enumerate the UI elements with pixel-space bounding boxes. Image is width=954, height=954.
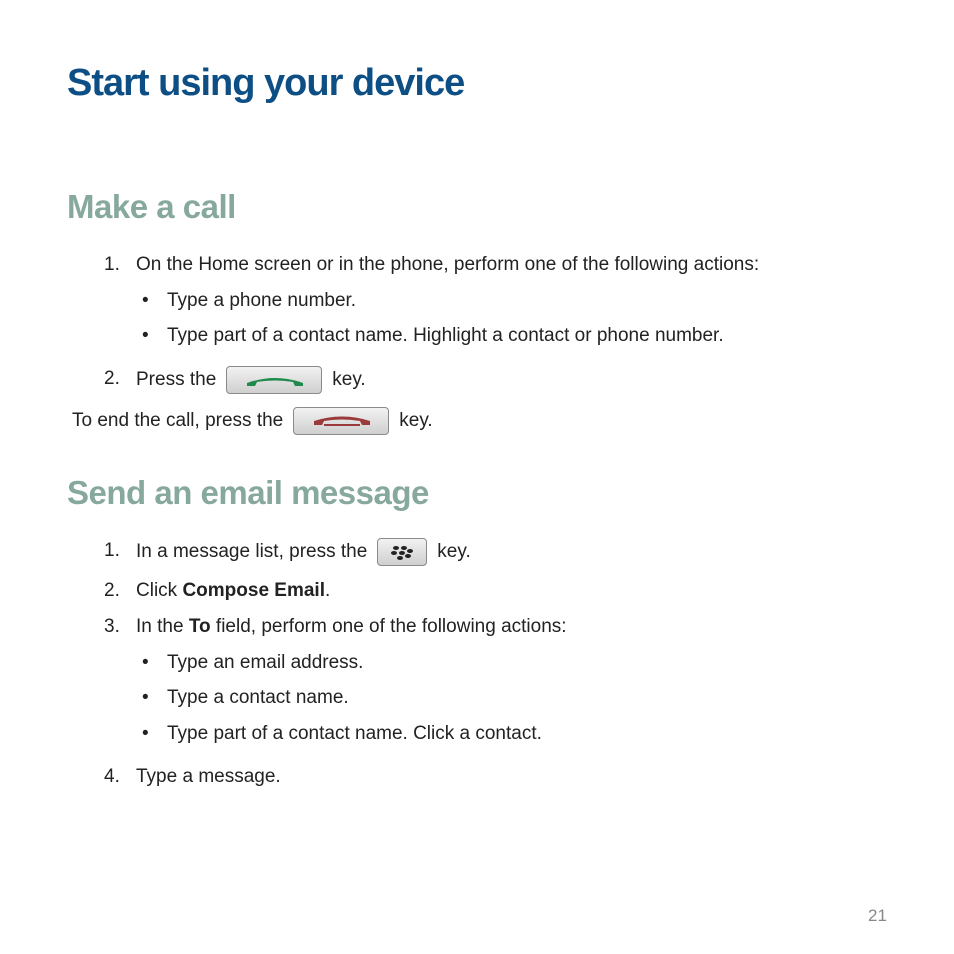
send-email-bullet-1: Type an email address. xyxy=(167,652,364,673)
send-email-step3-after: field, perform one of the following actions: xyxy=(210,616,567,637)
page-number: 21 xyxy=(868,906,887,925)
make-call-step2-before: Press the xyxy=(136,369,217,390)
compose-email-label: Compose Email xyxy=(182,580,325,601)
blackberry-menu-key-icon xyxy=(377,538,427,566)
send-email-step2-after: . xyxy=(325,580,331,601)
make-call-step1-text: On the Home screen or in the phone, perform one of the following actions: xyxy=(136,254,760,275)
make-call-bullet-1: Type a phone number. xyxy=(167,290,357,311)
send-email-step2-line xyxy=(136,579,330,603)
send-email-step1-before: In a message list, press the xyxy=(136,541,368,562)
to-field-label: To xyxy=(188,616,211,637)
bullet-marker: • xyxy=(142,290,149,311)
send-email-step3-line xyxy=(136,615,567,639)
send-email-bullet-3: Type part of a contact name. Click a contact. xyxy=(167,723,542,744)
end-key-icon xyxy=(293,407,389,435)
send-email-heading: Send an email message xyxy=(67,474,429,511)
bullet-marker: • xyxy=(142,325,149,346)
send-email-bullet-2: Type a contact name. xyxy=(167,687,349,708)
send-email-step4-text: Type a message. xyxy=(136,766,281,787)
make-call-step2-line xyxy=(136,366,366,394)
send-email-step3-before: In the xyxy=(136,616,189,637)
make-call-step2-number: 2. xyxy=(104,368,120,389)
make-call-heading: Make a call xyxy=(67,188,236,225)
make-call-bullet-2: Type part of a contact name. Highlight a contact or phone number. xyxy=(167,325,724,346)
make-call-step2-after: key. xyxy=(332,369,366,390)
send-email-step2-before: Click xyxy=(136,580,183,601)
send-email-step1-line xyxy=(136,538,471,566)
end-call-after: key. xyxy=(399,410,433,431)
make-call-step1-number: 1. xyxy=(104,254,120,275)
send-email-step1-after: key. xyxy=(437,541,471,562)
send-email-step1-number: 1. xyxy=(104,540,120,561)
send-key-icon xyxy=(226,366,322,394)
send-email-step4-number: 4. xyxy=(104,766,120,787)
bullet-marker: • xyxy=(142,687,149,708)
end-call-line xyxy=(72,407,433,435)
bullet-marker: • xyxy=(142,723,149,744)
send-email-step2-number: 2. xyxy=(104,580,120,601)
bullet-marker: • xyxy=(142,652,149,673)
page-title: Start using your device xyxy=(67,62,465,104)
end-call-before: To end the call, press the xyxy=(72,410,284,431)
send-email-step3-number: 3. xyxy=(104,616,120,637)
